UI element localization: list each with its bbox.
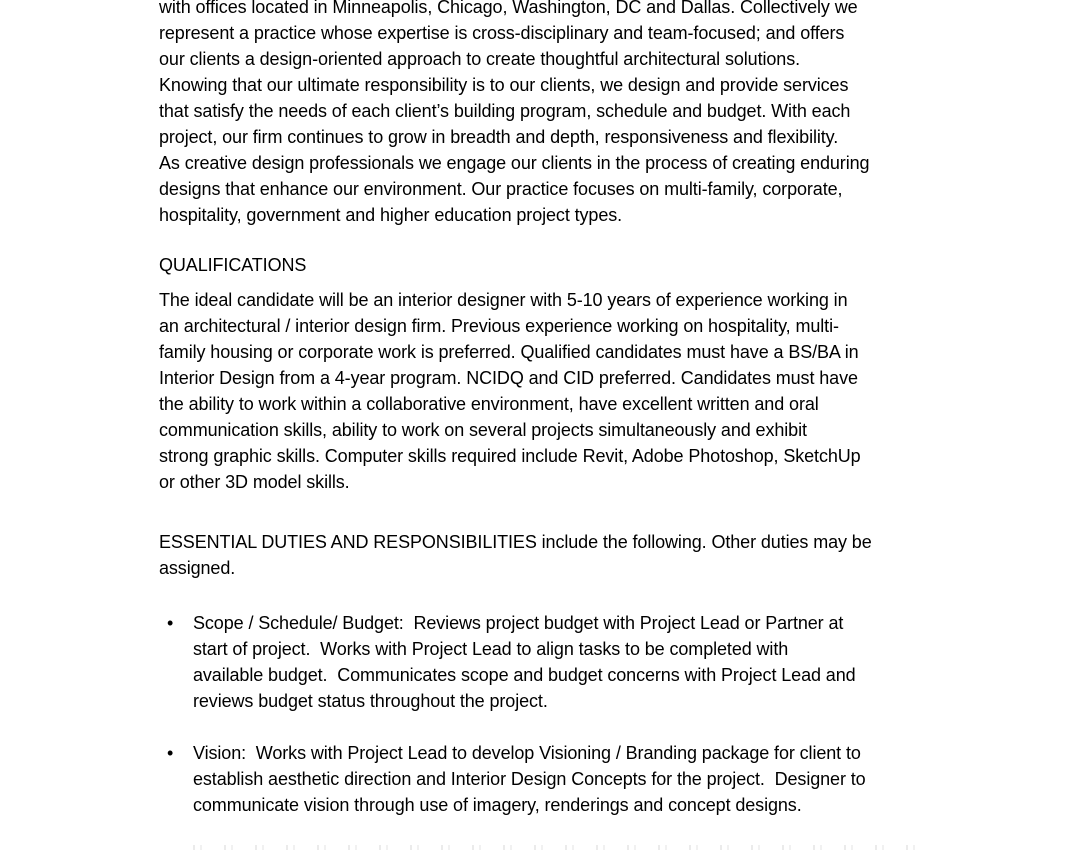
duties-heading-line: assigned. [159, 558, 236, 578]
bullet-item-scope-schedule-budget [159, 610, 959, 714]
text-line: represent a practice whose expertise is cross-disciplinary and team-focused; and offers [159, 23, 845, 43]
duties-heading-paragraph [159, 529, 959, 581]
text-line: Scope / Schedule/ Budget: Reviews project budget with Project Lead or Partner at [193, 613, 844, 633]
paragraph-gap [159, 228, 959, 252]
bullet-icon: • [167, 743, 174, 763]
text-line: with offices located in Minneapolis, Chicago, Washington, DC and Dallas. Collectively we [159, 0, 858, 17]
text-line: Knowing that our ultimate responsibility is to our clients, we design and provide services [159, 75, 849, 95]
clipped-next-line [193, 845, 933, 850]
text-line: our clients a design-oriented approach to create thoughtful architectural solutions. [159, 49, 800, 69]
heading-gap [159, 278, 959, 287]
text-line: The ideal candidate will be an interior designer with 5-10 years of experience working in [159, 290, 848, 310]
text-line: or other 3D model skills. [159, 472, 350, 492]
paragraph-gap [159, 581, 959, 610]
text-line: an architectural / interior design firm. Previous experience working on hospitality, multi- [159, 316, 839, 336]
text-line: the ability to work within a collaborative environment, have excellent written and oral [159, 394, 819, 414]
bullet-item-vision [159, 740, 959, 818]
qualifications-paragraph [159, 287, 959, 495]
text-line: reviews budget status throughout the project. [193, 691, 548, 711]
bullet-gap [159, 818, 959, 845]
document-page [159, 0, 959, 850]
text-line: strong graphic skills. Computer skills required include Revit, Adobe Photoshop, SketchUp [159, 446, 861, 466]
text-line: Interior Design from a 4-year program. NCIDQ and CID preferred. Candidates must have [159, 368, 858, 388]
text-line: start of project. Works with Project Lead to align tasks to be completed with [193, 639, 789, 659]
qualifications-heading: QUALIFICATIONS [159, 255, 307, 275]
duties-heading-line: ESSENTIAL DUTIES AND RESPONSIBILITIES include the following. Other duties may be [159, 532, 872, 552]
text-line: communicate vision through use of imagery, renderings and concept designs. [193, 795, 802, 815]
text-line: Vision: Works with Project Lead to develop Visioning / Branding package for client to [193, 743, 861, 763]
text-line: hospitality, government and higher education project types. [159, 205, 623, 225]
text-line: communication skills, ability to work on several projects simultaneously and exhibit [159, 420, 807, 440]
intro-paragraph [159, 0, 959, 228]
text-line: project, our firm continues to grow in breadth and depth, responsiveness and flexibility. [159, 127, 839, 147]
text-line: available budget. Communicates scope and budget concerns with Project Lead and [193, 665, 856, 685]
bullet-icon: • [167, 613, 174, 633]
text-line: that satisfy the needs of each client’s building program, schedule and budget. With each [159, 101, 851, 121]
bullet-gap [159, 714, 959, 740]
text-line: family housing or corporate work is preferred. Qualified candidates must have a BS/BA in [159, 342, 859, 362]
text-line: As creative design professionals we engage our clients in the process of creating enduring [159, 153, 870, 173]
section-gap [159, 495, 959, 529]
text-line: establish aesthetic direction and Interior Design Concepts for the project. Designer to [193, 769, 866, 789]
text-line: designs that enhance our environment. Our practice focuses on multi-family, corporate, [159, 179, 843, 199]
